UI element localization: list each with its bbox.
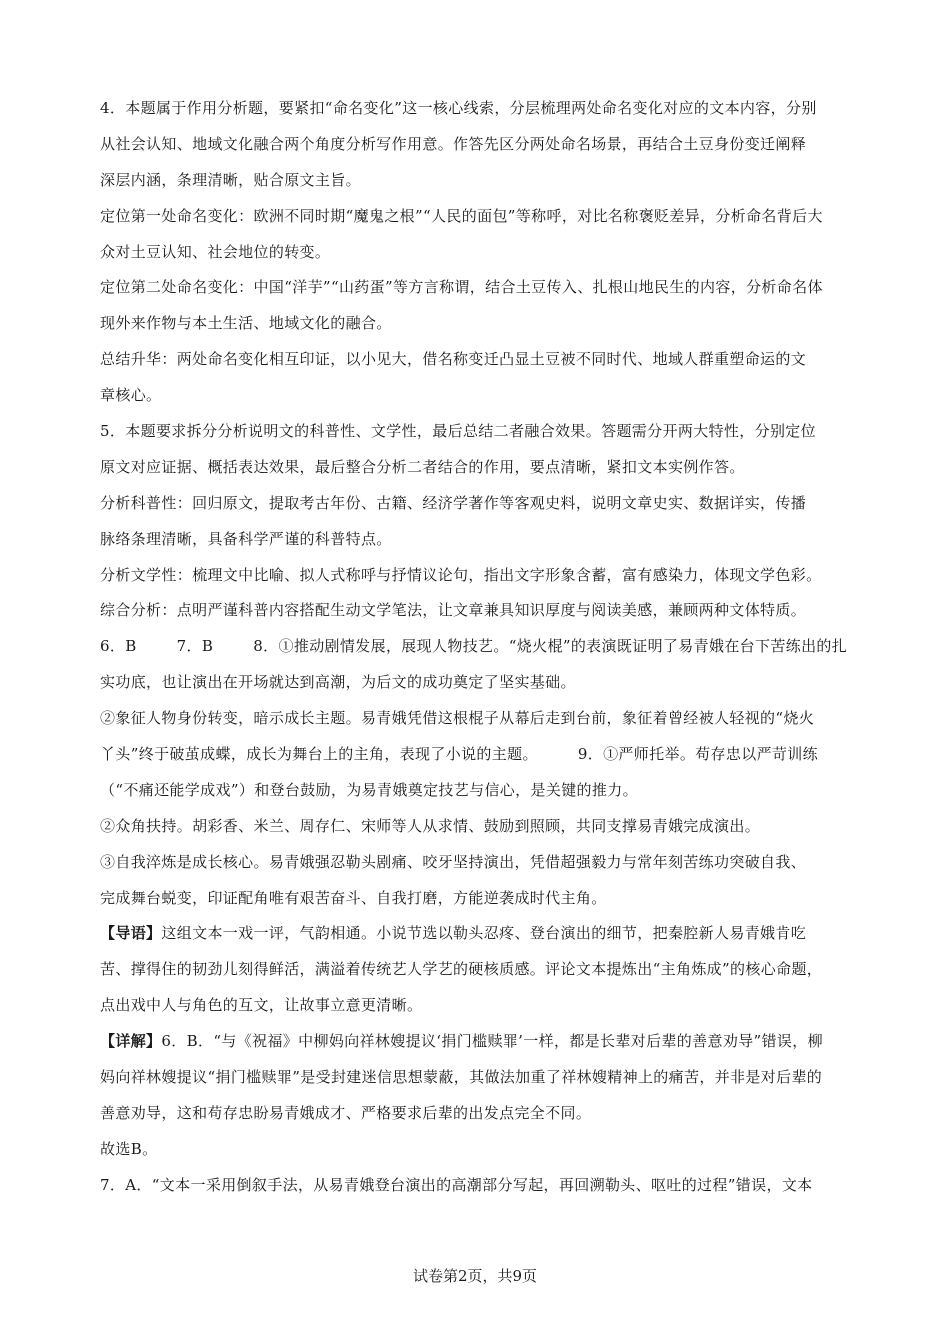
text-line: 4．本题属于作用分析题，要紧扣“命名变化”这一核心线索，分层梳理两处命名变化对应的文本内容，分别 (100, 99, 817, 117)
text-line: 总结升华：两处命名变化相互印证，以小见大，借名称变迁凸显土豆被不同时代、地域人群重塑命运的文 (100, 350, 807, 369)
text-line: 点出戏中人与角色的互文，让故事立意更清晰。 (100, 996, 423, 1015)
answer-9: 9．①严师托举。苟存忠以严苛训练 (577, 745, 818, 764)
text-line: 苦、撑得住的韧劲儿刻得鲜活，满溢着传统艺人学艺的硬核质感。评论文本提炼出“主角炼成”的核心命题， (100, 960, 823, 979)
text-line: 定位第一处命名变化：欧洲不同时期“魔鬼之根”“人民的面包”等称呼，对比名称褒贬差异，分析命名背后大 (100, 206, 823, 225)
text-line: 定位第二处命名变化：中国“洋芋”“山药蛋”等方言称谓，结合土豆传入、扎根山地民生的内容，分析命名体 (100, 278, 823, 297)
text-line: ③自我淬炼是成长核心。易青娥强忍勒头剧痛、咬牙坚持演出，凭借超强毅力与常年刻苦练功突破自我、 (100, 852, 807, 871)
text-line: 故选B。 (100, 1139, 158, 1158)
text-line: 综合分析：点明严谨科普内容搭配生动文学笔法，让文章兼具知识厚度与阅读美感，兼顾两种文体特质。 (100, 601, 807, 620)
text-line: ②众角扶持。胡彩香、米兰、周存仁、宋师等人从求情、鼓励到照顾，共同支撑易青娥完成演出。 (100, 816, 761, 835)
text-line: （“不痛还能学成戏”）和登台鼓励，为易青娥奠定技艺与信心，是关键的推力。 (100, 780, 638, 799)
text-line: 原文对应证据、概括表达效果，最后整合分析二者结合的作用，要点清晰，紧扣文本实例作答。 (100, 457, 745, 476)
answer-6: 6．B (100, 637, 137, 656)
text-line: 脉络条理清晰，具备科学严谨的科普特点。 (100, 529, 392, 548)
daoyu-tag: 【导语】 (100, 924, 162, 943)
text-line: 章核心。 (100, 386, 162, 405)
text-line: 妈向祥林嫂提议“捐门槛赎罪”是受封建迷信思想蒙蔽，其做法加重了祥林嫂精神上的痛苦，并非是对后辈的 (100, 1068, 823, 1087)
text-line: 分析科普性：回归原文，提取考古年份、古籍、经济学著作等客观史料，说明文章史实、数据详实，传播 (100, 493, 807, 512)
text-line: 现外来作物与本土生活、地域文化的融合。 (100, 314, 392, 333)
xiangjie-tag: 【详解】 (100, 1032, 162, 1051)
daoyu-text: 这组文本一戏一评，气韵相通。小说节选以勒头忍疼、登台演出的细节，把秦腔新人易青娥肯吃 (161, 924, 807, 943)
text-line: 5．本题要求拆分分析说明文的科普性、文学性，最后总结二者融合效果。答题需分开两大特性，分别定位 (100, 422, 816, 441)
answer-8: 8．①推动剧情发展，展现人物技艺。“烧火棍”的表演既证明了易青娥在台下苦练出的扎 (253, 637, 848, 656)
text-line (100, 742, 852, 766)
answer-7: 7．B (176, 637, 214, 656)
daoyu-line (100, 921, 852, 945)
text-line: 完成舞台蜕变，印证配角唯有艰苦奋斗、自我打磨，方能逆袭成时代主角。 (100, 888, 607, 907)
page-content (100, 96, 852, 1209)
text-line: 分析文学性：梳理文中比喻、拟人式称呼与抒情议论句，指出文字形象含蓄，富有感染力，体现文学色彩。 (100, 565, 822, 584)
text-line: 实功底，也让演出在开场就达到高潮，为后文的成功奠定了坚实基础。 (100, 673, 576, 692)
answer-8-end: 丫头”终于破茧成蝶，成长为舞台上的主角，表现了小说的主题。 (100, 745, 538, 764)
text-line: 从社会认知、地域文化融合两个角度分析写作用意。作答先区分两处命名场景，再结合土豆身份变迁阐释 (100, 134, 807, 153)
text-line: 深层内涵，条理清晰，贴合原文主旨。 (100, 170, 361, 189)
text-line: ②象征人物身份转变，暗示成长主题。易青娥凭借这根棍子从幕后走到台前，象征着曾经被人轻视的“烧火 (100, 709, 815, 728)
text-line: 7．A．“文本一采用倒叙手法，从易青娥登台演出的高潮部分写起，再回溯勒头、呕吐的过程”错误，文本 (100, 1175, 813, 1194)
answer-line (100, 634, 852, 658)
text-line: 善意劝导，这和苟存忠盼易青娥成才、严格要求后辈的出发点完全不同。 (100, 1103, 592, 1122)
page-footer: 试卷第2页，共9页 (412, 1267, 538, 1285)
xiangjie-line (100, 1029, 852, 1053)
text-line: 众对土豆认知、社会地位的转变。 (100, 242, 331, 261)
xiangjie-text: 6．B．“与《祝福》中柳妈向祥林嫂提议‘捐门槛赎罪’一样，都是长辈对后辈的善意劝导”错误，柳 (161, 1032, 823, 1051)
